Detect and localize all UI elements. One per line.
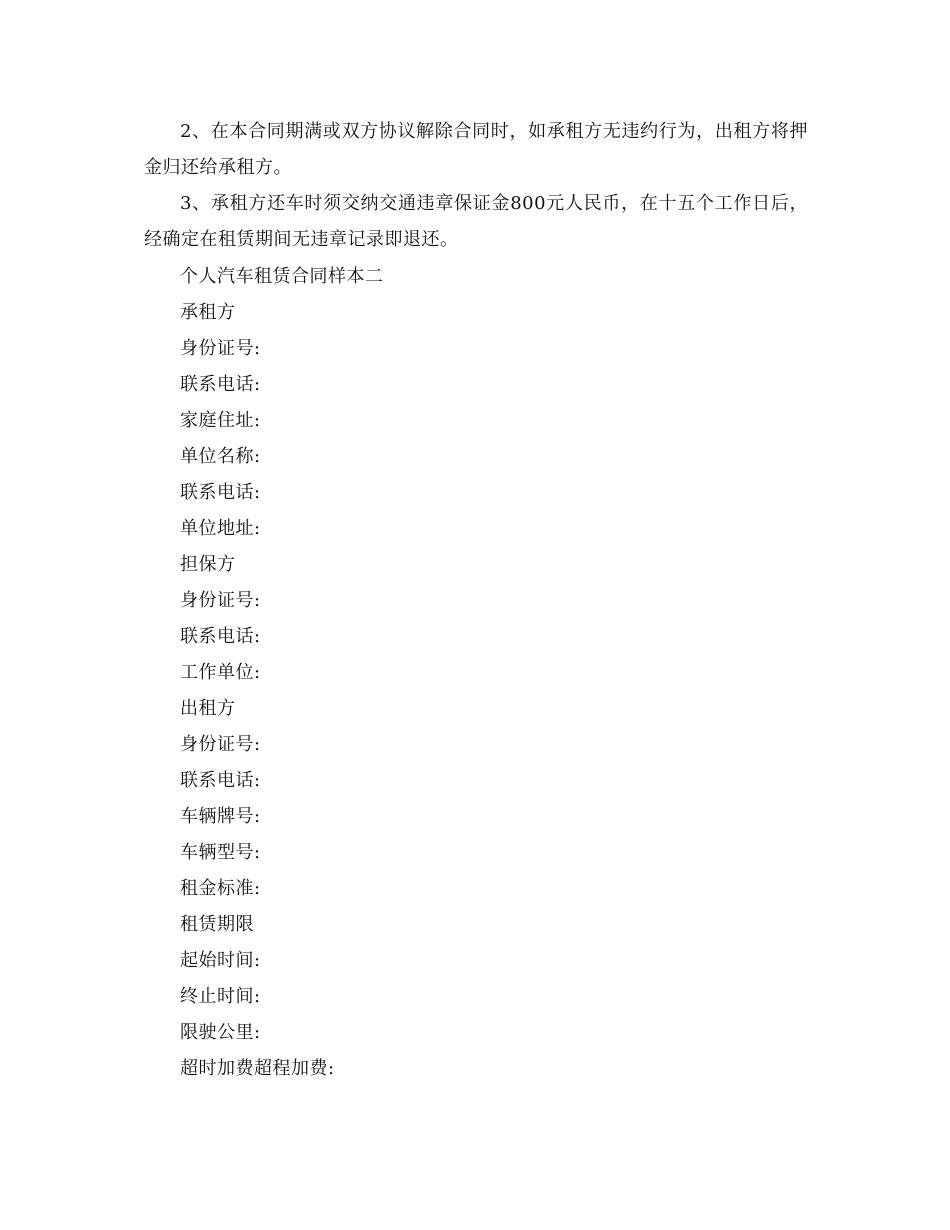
guarantor-phone-label: 联系电话:	[180, 626, 261, 647]
vehicle-model-label: 车辆型号:	[180, 842, 261, 863]
clause-2-paragraph: 2、在本合同期满或双方协议解除合同时，如承租方无违约行为，出租方将押金归还给承租方。	[144, 121, 808, 178]
lessee-id-label: 身份证号:	[180, 338, 261, 359]
lessor-heading: 出租方	[180, 698, 236, 719]
lessee-phone-label: 联系电话:	[180, 374, 261, 395]
lessee-employer-phone-label: 联系电话:	[180, 482, 261, 503]
lessor-id-label: 身份证号:	[180, 734, 261, 755]
section-title: 个人汽车租赁合同样本二	[180, 266, 384, 287]
lessor-phone-label: 联系电话:	[180, 770, 261, 791]
mileage-limit-label: 限驶公里:	[180, 1022, 261, 1043]
lessee-address-label: 家庭住址:	[180, 410, 261, 431]
clause-3-paragraph: 3、承租方还车时须交纳交通违章保证金800元人民币，在十五个工作日后，经确定在租赁期间无违章记录即退还。	[144, 193, 808, 250]
overtime-overmileage-fee-label: 超时加费超程加费:	[180, 1058, 335, 1079]
guarantor-heading: 担保方	[180, 554, 236, 575]
guarantor-id-label: 身份证号:	[180, 590, 261, 611]
lessee-employer-label: 单位名称:	[180, 446, 261, 467]
start-time-label: 起始时间:	[180, 950, 261, 971]
vehicle-plate-label: 车辆牌号:	[180, 806, 261, 827]
lessee-employer-address-label: 单位地址:	[180, 518, 261, 539]
guarantor-employer-label: 工作单位:	[180, 662, 261, 683]
lessee-heading: 承租方	[180, 302, 236, 323]
end-time-label: 终止时间:	[180, 986, 261, 1007]
rent-standard-label: 租金标准:	[180, 878, 261, 899]
lease-term-heading: 租赁期限	[180, 914, 254, 935]
